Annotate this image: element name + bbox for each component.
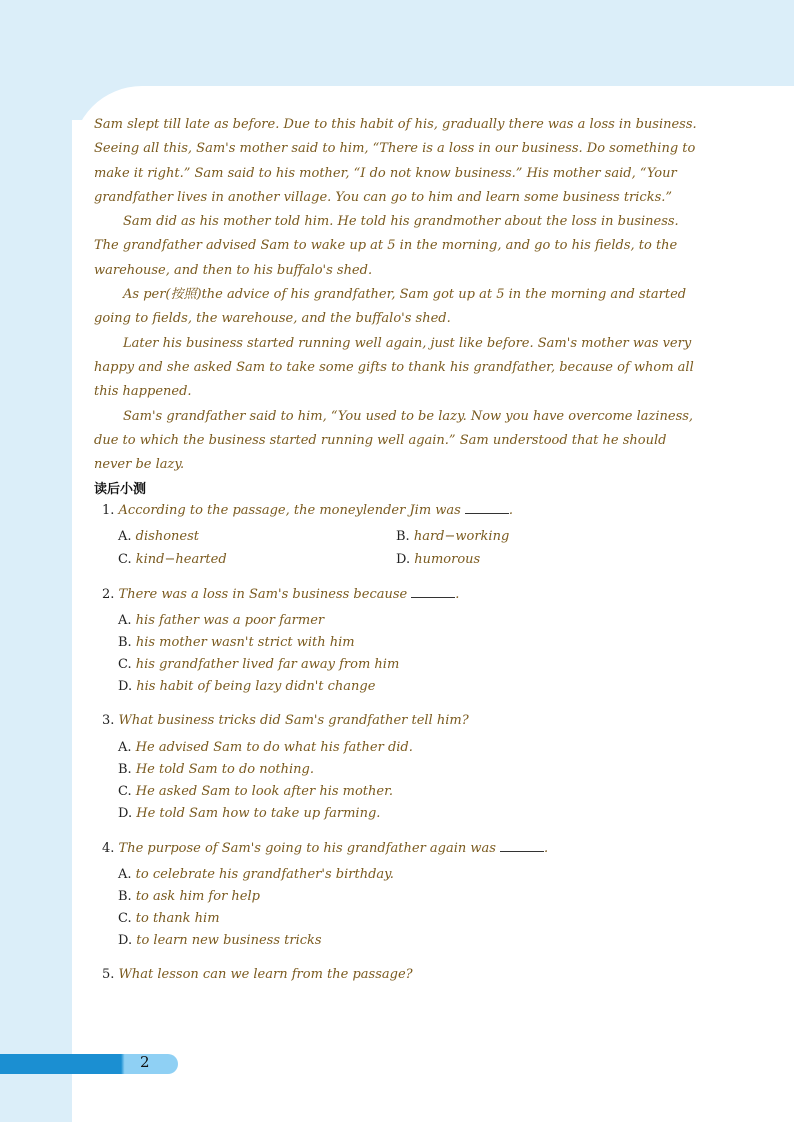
option-3a[interactable] xyxy=(118,740,413,755)
option-1c[interactable] xyxy=(118,552,227,567)
option-letter: C. xyxy=(118,552,132,567)
answer-blank[interactable] xyxy=(411,586,455,598)
option-letter: A. xyxy=(118,613,132,628)
option-text: He advised Sam to do what his father did. xyxy=(135,740,413,755)
option-letter: D. xyxy=(118,933,133,948)
question-number: 2. xyxy=(102,587,115,602)
reading-passage xyxy=(94,113,706,477)
question-end: . xyxy=(455,587,460,602)
page-number: 2 xyxy=(140,1053,150,1071)
option-text: He asked Sam to look after his mother. xyxy=(135,784,394,799)
option-letter: C. xyxy=(118,784,132,799)
page-number-bar xyxy=(0,1054,178,1074)
option-text: to ask him for help xyxy=(135,889,260,904)
question-3 xyxy=(102,713,469,728)
question-text: The purpose of Sam's going to his grandfather again was xyxy=(118,841,496,856)
question-text: What business tricks did Sam's grandfather tell him? xyxy=(118,713,469,728)
option-2a[interactable] xyxy=(118,613,324,628)
option-letter: D. xyxy=(118,679,133,694)
option-2c[interactable] xyxy=(118,657,399,672)
section-title: 读后小测 xyxy=(94,482,147,497)
question-text: According to the passage, the moneylender Jim was xyxy=(118,503,461,518)
answer-blank[interactable] xyxy=(500,840,544,852)
option-4d[interactable] xyxy=(118,933,322,948)
option-text: his mother wasn't strict with him xyxy=(135,635,355,650)
option-letter: D. xyxy=(118,806,133,821)
passage-paragraph: Sam's grandfather said to him, “You used to be lazy. Now you have overcome laziness, due to which the business started running well again.” Sam understood that he should never be lazy. xyxy=(94,408,694,473)
option-text: his grandfather lived far away from him xyxy=(135,657,400,672)
option-text: to celebrate his grandfather's birthday. xyxy=(135,867,394,882)
option-text: humorous xyxy=(414,552,481,567)
option-3c[interactable] xyxy=(118,784,393,799)
passage-paragraph: Sam did as his mother told him. He told his grandmother about the loss in business. The grandfather advised Sam to wake up at 5 in the morning, and go to his fields, to the warehouse, and then to his buffalo's shed. xyxy=(94,214,679,278)
option-text: his father was a poor farmer xyxy=(135,613,325,628)
option-1d[interactable] xyxy=(396,552,480,567)
option-3b[interactable] xyxy=(118,762,314,777)
answer-blank[interactable] xyxy=(465,502,509,514)
question-1 xyxy=(102,502,513,518)
option-letter: B. xyxy=(396,529,410,544)
option-letter: A. xyxy=(118,867,132,882)
option-letter: A. xyxy=(118,529,132,544)
option-4a[interactable] xyxy=(118,867,394,882)
option-3d[interactable] xyxy=(118,806,380,821)
option-letter: A. xyxy=(118,740,132,755)
option-4c[interactable] xyxy=(118,911,220,926)
option-text: He told Sam how to take up farming. xyxy=(136,806,381,821)
option-text: to thank him xyxy=(135,911,220,926)
option-4b[interactable] xyxy=(118,889,260,904)
question-number: 4. xyxy=(102,841,115,856)
option-1a[interactable] xyxy=(118,529,199,544)
option-text: to learn new business tricks xyxy=(136,933,322,948)
question-number: 3. xyxy=(102,713,115,728)
option-letter: D. xyxy=(396,552,411,567)
question-text: There was a loss in Sam's business because xyxy=(118,587,408,602)
passage-paragraph: As per(按照)the advice of his grandfather, Sam got up at 5 in the morning and started going to fields, the warehouse, and the buffalo's shed. xyxy=(94,287,687,327)
option-letter: B. xyxy=(118,635,132,650)
question-2 xyxy=(102,586,459,602)
question-text: What lesson can we learn from the passage? xyxy=(118,967,413,982)
option-2d[interactable] xyxy=(118,679,375,694)
option-text: his habit of being lazy didn't change xyxy=(136,679,376,694)
question-end: . xyxy=(543,841,549,856)
option-text: kind−hearted xyxy=(135,552,227,567)
passage-paragraph: Sam slept till late as before. Due to this habit of his, gradually there was a loss in business. Seeing all this, Sam's mother said to him, “There is a loss in our business. Do something to make it right.” Sam said to his mother, “I do not know business.” His mother said, “Your grandfather lives in another village. You can go to him and learn some business tricks.” xyxy=(94,117,697,205)
passage-paragraph: Later his business started running well again, just like before. Sam's mother was very happy and she asked Sam to take some gifts to thank his grandfather, because of whom all this happened. xyxy=(94,335,694,400)
option-letter: B. xyxy=(118,889,132,904)
option-2b[interactable] xyxy=(118,635,355,650)
left-band xyxy=(0,0,72,1122)
option-letter: C. xyxy=(118,657,132,672)
option-1b[interactable] xyxy=(396,529,509,544)
option-text: He told Sam to do nothing. xyxy=(135,762,315,777)
question-number: 1. xyxy=(102,503,115,518)
option-text: hard−working xyxy=(413,529,510,544)
question-number: 5. xyxy=(102,967,115,982)
question-4 xyxy=(102,840,548,856)
question-5 xyxy=(102,967,413,982)
option-letter: C. xyxy=(118,911,132,926)
option-letter: B. xyxy=(118,762,132,777)
question-end: . xyxy=(508,503,513,518)
option-text: dishonest xyxy=(135,529,199,544)
